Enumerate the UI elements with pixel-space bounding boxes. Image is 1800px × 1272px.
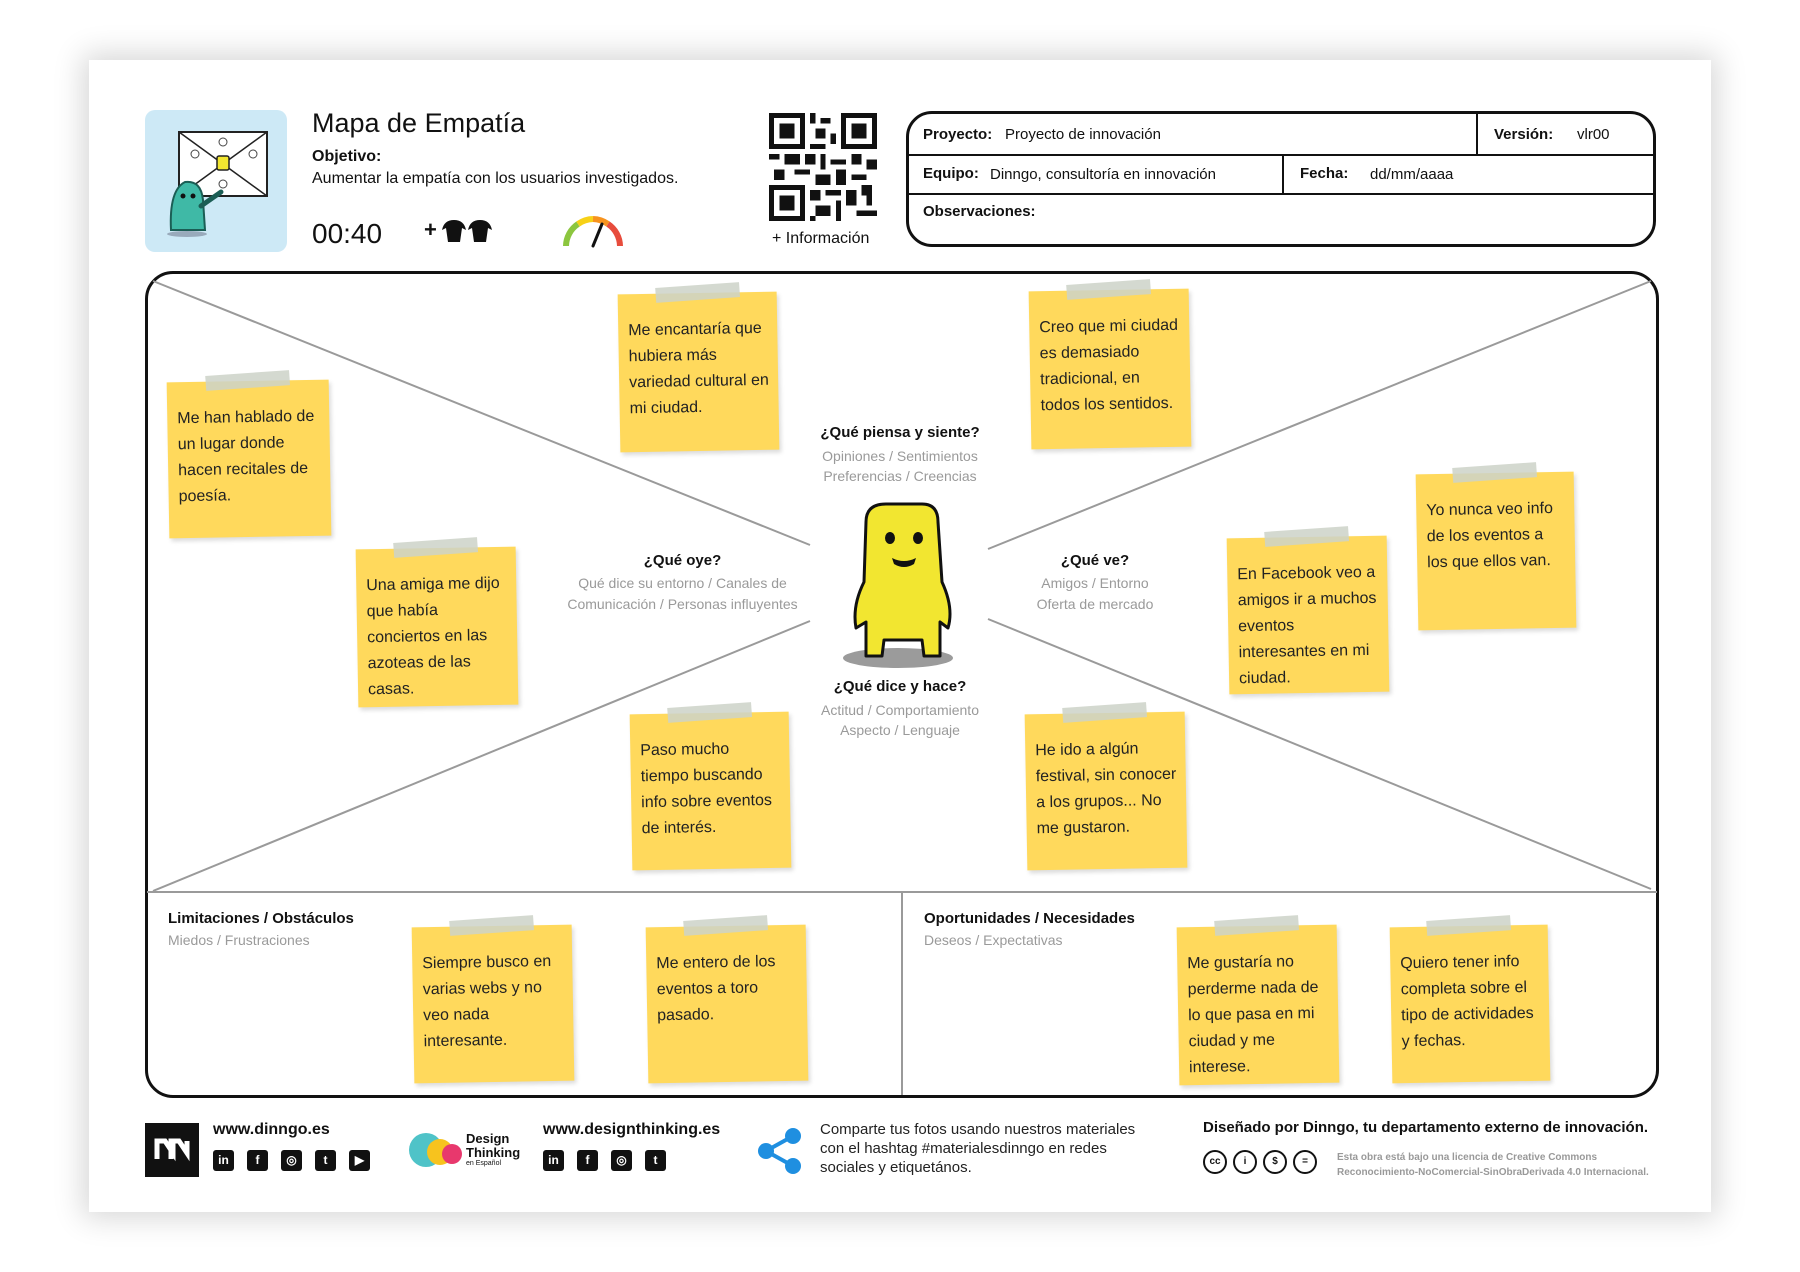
limits-sub: Miedos / Frustraciones bbox=[168, 932, 310, 948]
opportunities-title: Oportunidades / Necesidades bbox=[924, 910, 1135, 927]
dt-logo-line-3: en Español bbox=[466, 1160, 502, 1167]
sticky-note-text: Me encantaría que hubiera más variedad cultural en mi ciudad. bbox=[628, 319, 769, 418]
sticky-note[interactable] bbox=[1177, 925, 1340, 1086]
license-line-1: Esta obra está bajo una licencia de Creative Commons bbox=[1337, 1152, 1598, 1163]
sticky-note-text: Yo nunca veo info de los eventos a los que ellos van. bbox=[1426, 500, 1554, 572]
dinngo-logo-icon bbox=[145, 1123, 199, 1177]
objective-label: Objetivo: bbox=[312, 148, 382, 165]
facebook-icon[interactable]: f bbox=[577, 1150, 598, 1171]
sticky-note-text: Creo que mi ciudad es demasiado tradicional, en todos los sentidos. bbox=[1039, 316, 1179, 415]
dt-logo-line-2: Thinking bbox=[466, 1145, 521, 1160]
share-icon bbox=[755, 1126, 805, 1176]
sticky-note[interactable] bbox=[412, 925, 575, 1084]
presenter-icon bbox=[145, 110, 287, 252]
twitter-icon[interactable]: t bbox=[315, 1150, 336, 1171]
project-label: Proyecto: bbox=[923, 126, 993, 143]
sticky-note[interactable] bbox=[618, 292, 780, 453]
version-label: Versión: bbox=[1494, 126, 1554, 143]
team-field[interactable]: Dinngo, consultoría en innovación bbox=[990, 166, 1216, 183]
hears-title: ¿Qué oye? bbox=[643, 552, 722, 569]
license-text bbox=[1337, 1150, 1649, 1180]
hears-sub-2: Comunicación / Personas influyentes bbox=[567, 596, 798, 612]
sticky-note-text: Me gustaría no perderme nada de lo que pasa en mi ciudad y me interese. bbox=[1187, 953, 1319, 1077]
non-commercial-icon: $ bbox=[1263, 1150, 1287, 1174]
says-sub-1: Actitud / Comportamiento bbox=[821, 702, 979, 718]
share-line-3: sociales y etiquetános. bbox=[820, 1159, 972, 1176]
sticky-note[interactable] bbox=[646, 925, 809, 1084]
no-derivatives-icon: = bbox=[1293, 1150, 1317, 1174]
designed-by-text: Diseñado por Dinngo, tu departamento externo de innovación. bbox=[1203, 1119, 1649, 1136]
user-character-icon bbox=[836, 500, 966, 670]
creative-commons-icon: cc bbox=[1203, 1150, 1227, 1174]
sticky-note[interactable] bbox=[1416, 472, 1577, 631]
limits-title: Limitaciones / Obstáculos bbox=[168, 910, 354, 927]
twitter-icon[interactable]: t bbox=[645, 1150, 666, 1171]
instagram-icon[interactable]: ◎ bbox=[611, 1150, 632, 1171]
sticky-note[interactable] bbox=[1227, 536, 1390, 695]
sees-sub-2: Oferta de mercado bbox=[1036, 596, 1154, 612]
instagram-icon[interactable]: ◎ bbox=[281, 1150, 302, 1171]
design-thinking-logo-text bbox=[466, 1132, 520, 1168]
attribution-icon: i bbox=[1233, 1150, 1257, 1174]
license-line-2: Reconocimiento-NoComercial-SinObraDerivada 4.0 Internacional. bbox=[1337, 1167, 1649, 1178]
sticky-note[interactable] bbox=[1025, 712, 1188, 871]
linkedin-icon[interactable]: in bbox=[213, 1150, 234, 1171]
empathy-map-illustration bbox=[145, 110, 287, 252]
difficulty-gauge-icon bbox=[560, 212, 626, 250]
linkedin-icon[interactable]: in bbox=[543, 1150, 564, 1171]
project-field[interactable]: Proyecto de innovación bbox=[1005, 126, 1161, 143]
sticky-note-text: Paso mucho tiempo buscando info sobre eventos de interés. bbox=[640, 740, 773, 838]
objective-text: Aumentar la empatía con los usuarios investigados. bbox=[312, 170, 679, 187]
sticky-note[interactable] bbox=[630, 712, 792, 871]
hears-sub-1: Qué dice su entorno / Canales de bbox=[578, 575, 787, 591]
youtube-icon[interactable]: ▶ bbox=[349, 1150, 370, 1171]
more-info-link[interactable]: + Información bbox=[772, 230, 870, 247]
dinngo-url[interactable]: www.dinngo.es bbox=[213, 1121, 330, 1138]
time-readout: 00:40 bbox=[312, 218, 383, 249]
sticky-note-text: Me entero de los eventos a toro pasado. bbox=[656, 953, 776, 1025]
people-icon bbox=[440, 216, 494, 244]
thinks-sub-2: Preferencias / Creencias bbox=[823, 468, 977, 484]
thinks-sub-1: Opiniones / Sentimientos bbox=[822, 448, 978, 464]
people-indicator bbox=[424, 216, 494, 244]
people-prefix: + bbox=[424, 217, 437, 242]
sticky-note-text: He ido a algún festival, sin conocer a los grupos... No me gustaron. bbox=[1035, 740, 1177, 838]
opportunities-sub: Deseos / Expectativas bbox=[924, 932, 1063, 948]
facebook-icon[interactable]: f bbox=[247, 1150, 268, 1171]
sticky-note[interactable] bbox=[1029, 289, 1192, 450]
team-label: Equipo: bbox=[923, 165, 979, 182]
designthinking-url[interactable]: www.designthinking.es bbox=[543, 1121, 721, 1138]
sticky-note[interactable] bbox=[167, 380, 332, 539]
sees-title: ¿Qué ve? bbox=[1060, 552, 1130, 569]
qr-code[interactable] bbox=[769, 113, 877, 221]
dinngo-logo bbox=[145, 1123, 199, 1177]
page-title: Mapa de Empatía bbox=[312, 108, 526, 138]
sticky-note[interactable] bbox=[1390, 925, 1551, 1084]
sticky-note-text: En Facebook veo a amigos ir a muchos eventos interesantes en mi ciudad. bbox=[1237, 563, 1377, 688]
thinks-title: ¿Qué piensa y siente? bbox=[820, 424, 980, 441]
share-line-2: con el hashtag #materialesdinngo en redes bbox=[820, 1140, 1107, 1157]
sticky-note-text: Una amiga me dijo que había conciertos en las azoteas de las casas. bbox=[366, 574, 500, 699]
share-text bbox=[820, 1120, 1135, 1177]
date-field[interactable]: dd/mm/aaaa bbox=[1370, 166, 1454, 183]
design-thinking-logo-icon bbox=[408, 1128, 468, 1172]
version-field[interactable]: vlr00 bbox=[1577, 126, 1610, 143]
sees-sub-1: Amigos / Entorno bbox=[1041, 575, 1149, 591]
sticky-note-text: Siempre busco en varias webs y no veo nada interesante. bbox=[422, 952, 552, 1051]
dt-logo-line-1: Design bbox=[466, 1131, 510, 1146]
says-sub-2: Aspecto / Lenguaje bbox=[840, 722, 960, 738]
date-label: Fecha: bbox=[1300, 165, 1349, 182]
sticky-note[interactable] bbox=[356, 547, 519, 708]
notes-label: Observaciones: bbox=[923, 203, 1036, 220]
sticky-note-text: Quiero tener info completa sobre el tipo de actividades y fechas. bbox=[1400, 953, 1534, 1051]
share-line-1: Comparte tus fotos usando nuestros materiales bbox=[820, 1121, 1136, 1138]
project-info-box bbox=[906, 111, 1656, 247]
sticky-note-text: Me han hablado de un lugar donde hacen recitales de poesía. bbox=[177, 407, 315, 506]
says-title: ¿Qué dice y hace? bbox=[833, 678, 967, 695]
